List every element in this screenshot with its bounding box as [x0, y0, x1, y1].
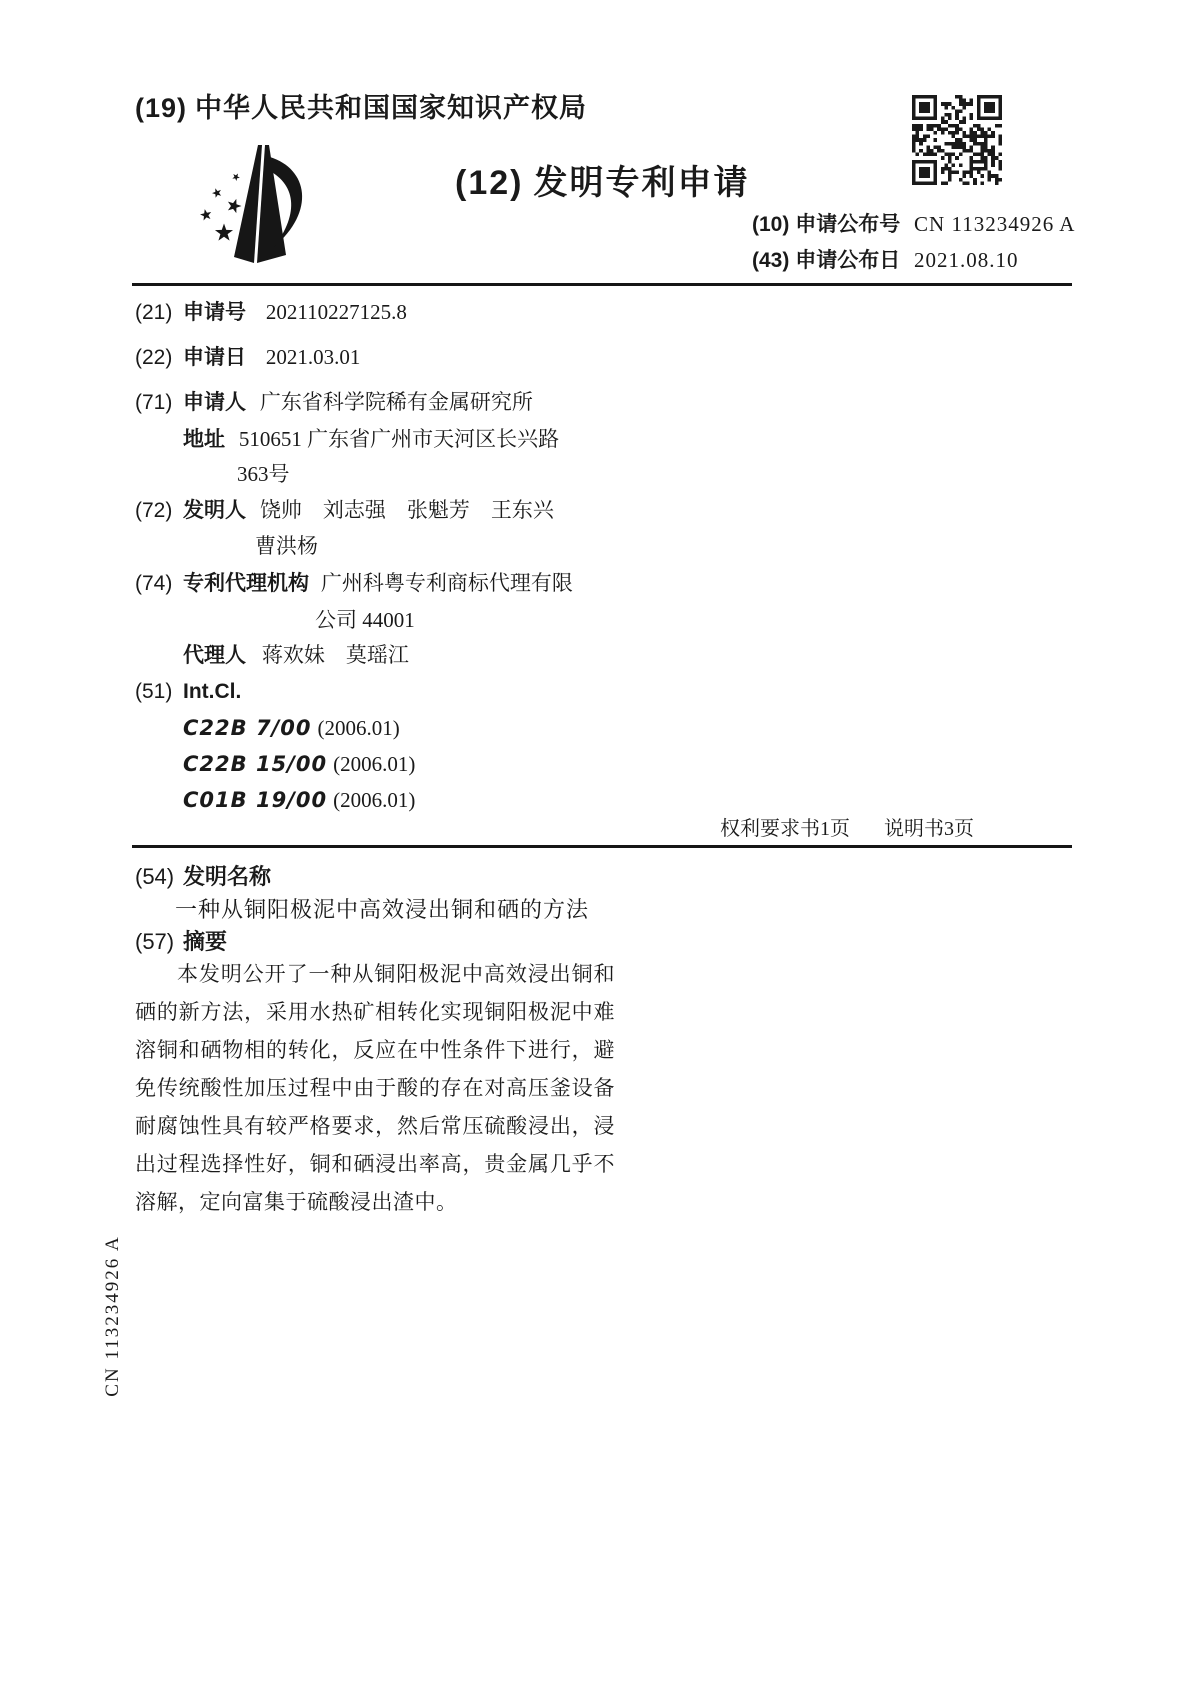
application-number-row	[135, 298, 407, 327]
applicant-row	[135, 388, 533, 417]
intcl-label: Int.Cl.	[183, 680, 242, 703]
agency-prefix: (74)	[135, 572, 173, 595]
invention-title: 一种从铜阳极泥中高效浸出铜和硒的方法	[175, 897, 590, 922]
pub-date-label: 申请公布日	[795, 249, 901, 272]
agency-line2: 公司 44001	[315, 608, 415, 632]
publication-number-line	[752, 208, 1075, 238]
intcl-version: (2006.01)	[333, 752, 416, 776]
cnipa-logo-icon	[160, 143, 320, 273]
intcl-code: C01B 19/00	[183, 788, 328, 812]
pub-no-value: CN 113234926 A	[914, 212, 1076, 236]
agency-label: 专利代理机构	[183, 572, 309, 595]
agent-row	[183, 641, 409, 670]
pages-info	[720, 812, 974, 841]
pub-date-prefix: (43)	[752, 249, 790, 272]
intcl-row	[135, 678, 241, 706]
claims-pages: 权利要求书1页	[720, 818, 850, 840]
app-no-value: 202110227125.8	[265, 300, 407, 324]
intcl-code: C22B 7/00	[183, 716, 312, 740]
office-prefix: (19)	[135, 93, 188, 123]
office-name: 中华人民共和国国家知识产权局	[195, 93, 588, 123]
agency-line1: 广州科粤专利商标代理有限	[320, 571, 573, 595]
abstract-section-label: 摘要	[183, 929, 228, 954]
doc-type-prefix: (12)	[455, 164, 524, 202]
pub-date-value: 2021.08.10	[914, 248, 1019, 272]
inventors-prefix: (72)	[135, 499, 173, 522]
title-section-label: 发明名称	[183, 864, 272, 889]
application-date-row	[135, 343, 360, 372]
publication-date-line	[752, 244, 1019, 274]
inventors-label: 发明人	[183, 499, 246, 522]
abstract-section-prefix: (57)	[135, 929, 175, 954]
app-no-prefix: (21)	[135, 301, 173, 324]
biblio-divider	[132, 845, 1072, 848]
agent-value: 蒋欢妹 莫瑶江	[261, 643, 409, 667]
address-line1: 510651 广东省广州市天河区长兴路	[238, 427, 560, 451]
intcl-prefix: (51)	[135, 680, 173, 703]
invention-title-heading	[135, 860, 271, 891]
inventors-row	[135, 496, 554, 525]
pub-no-prefix: (10)	[752, 213, 790, 236]
abstract-text: 本发明公开了一种从铜阳极泥中高效浸出铜和硒的新方法，采用水热矿相转化实现铜阳极泥中难溶铜和硒物相的转化，反应在中性条件下进行，避免传统酸性加压过程中由于酸的存在对高压釜设备耐腐蚀性具有较严格要求，然后常压硫酸浸出，浸出过程选择性好，铜和硒浸出率高，贵金属几乎不溶解，定向富集于硫酸浸出渣中。	[135, 962, 615, 1214]
description-pages: 说明书3页	[884, 818, 974, 840]
app-date-value: 2021.03.01	[265, 345, 361, 369]
app-no-label: 申请号	[183, 301, 246, 324]
title-section-prefix: (54)	[135, 864, 175, 889]
intcl-version: (2006.01)	[317, 716, 400, 740]
address-line2: 363号	[237, 462, 290, 486]
intcl-entry	[183, 750, 415, 779]
app-date-prefix: (22)	[135, 346, 173, 369]
doc-type-title	[455, 155, 749, 204]
intcl-entry	[183, 786, 415, 815]
doc-type-text: 发明专利申请	[533, 164, 750, 202]
pub-no-label: 申请公布号	[795, 213, 901, 236]
agency-row	[135, 569, 573, 598]
applicant-prefix: (71)	[135, 391, 173, 414]
app-date-label: 申请日	[183, 346, 246, 369]
side-publication-number: CN 113234926 A	[102, 1235, 123, 1397]
applicant-label: 申请人	[183, 391, 246, 414]
qr-code-icon	[912, 95, 1002, 185]
agent-label: 代理人	[183, 644, 246, 667]
intcl-version: (2006.01)	[333, 788, 416, 812]
address-row	[183, 425, 559, 454]
inventors-line1: 饶帅 刘志强 张魁芳 王东兴	[259, 498, 554, 522]
abstract-heading	[135, 925, 227, 956]
intcl-code: C22B 15/00	[183, 752, 328, 776]
address-label: 地址	[183, 428, 225, 451]
inventors-line2: 曹洪杨	[255, 534, 318, 558]
applicant-value: 广东省科学院稀有金属研究所	[259, 390, 533, 414]
intcl-entry	[183, 714, 400, 743]
header-divider	[132, 283, 1072, 286]
office-line	[135, 86, 587, 125]
